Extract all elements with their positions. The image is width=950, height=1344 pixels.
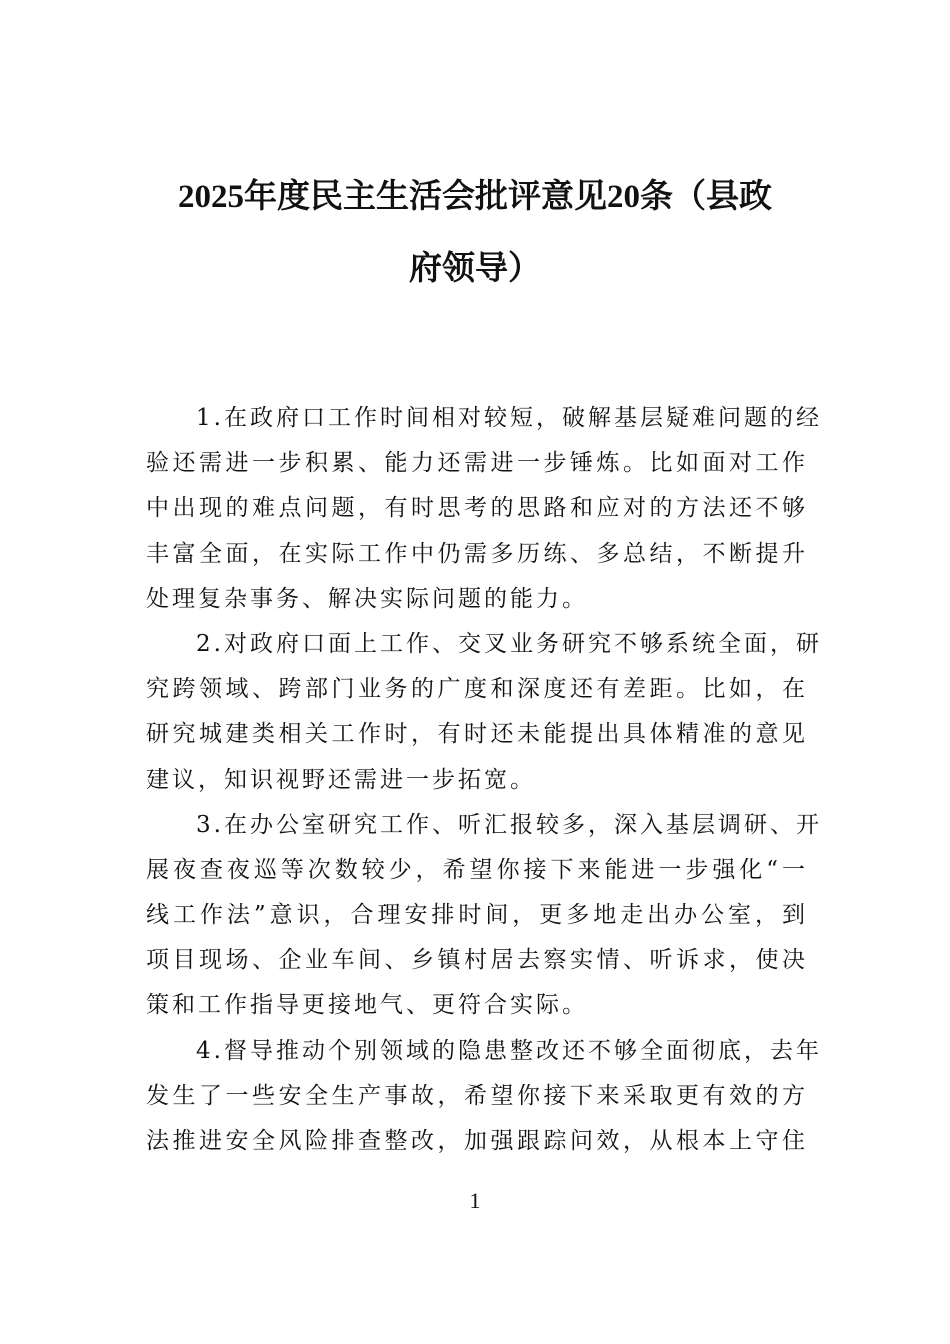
text-line: 展夜查夜巡等次数较少，希望你接下来能进一步强化“一 (146, 856, 808, 883)
text-line: 建议，知识视野还需进一步拓宽。 (146, 766, 536, 793)
text-line: 验还需进一步积累、能力还需进一步锤炼。比如面对工作 (146, 450, 808, 477)
text-line: 究跨领域、跨部门业务的广度和深度还有差距。比如，在 (146, 676, 808, 703)
document-title-line-2: 府领导） (409, 251, 541, 287)
paragraph-4 (146, 1029, 822, 1165)
text-line: 法推进安全风险排查整改，加强跟踪问效，从根本上守住 (146, 1128, 808, 1154)
text-line: 项目现场、企业车间、乡镇村居去察实情、听诉求，使决 (146, 947, 808, 974)
text-line: 策和工作指导更接地气、更符合实际。 (146, 992, 588, 1019)
paragraph-1 (146, 396, 822, 622)
text-line: 发生了一些安全生产事故，希望你接下来采取更有效的方 (146, 1082, 808, 1109)
document-title-line-1: 2025年度民主生活会批评意见20条（县政 (178, 179, 772, 215)
text-line: 1.在政府口工作时间相对较短，破解基层疑难问题的经 (196, 405, 822, 431)
text-line: 2.对政府口面上工作、交叉业务研究不够系统全面，研 (196, 630, 822, 657)
text-line: 3.在办公室研究工作、听汇报较多，深入基层调研、开 (196, 811, 822, 838)
page-number: 1 (469, 1188, 481, 1213)
text-line: 丰富全面，在实际工作中仍需多历练、多总结，不断提升 (146, 540, 808, 567)
text-line: 处理复杂事务、解决实际问题的能力。 (146, 585, 588, 612)
text-line: 研究城建类相关工作时，有时还未能提出具体精准的意见 (146, 721, 808, 748)
paragraph-3 (146, 803, 822, 1029)
document-body (146, 396, 822, 1164)
text-line: 4.督导推动个别领域的隐患整改还不够全面彻底，去年 (196, 1037, 822, 1064)
paragraph-2 (146, 622, 822, 803)
text-line: 中出现的难点问题，有时思考的思路和应对的方法还不够 (146, 495, 808, 522)
text-line: 线工作法”意识，合理安排时间，更多地走出办公室，到 (146, 902, 808, 929)
